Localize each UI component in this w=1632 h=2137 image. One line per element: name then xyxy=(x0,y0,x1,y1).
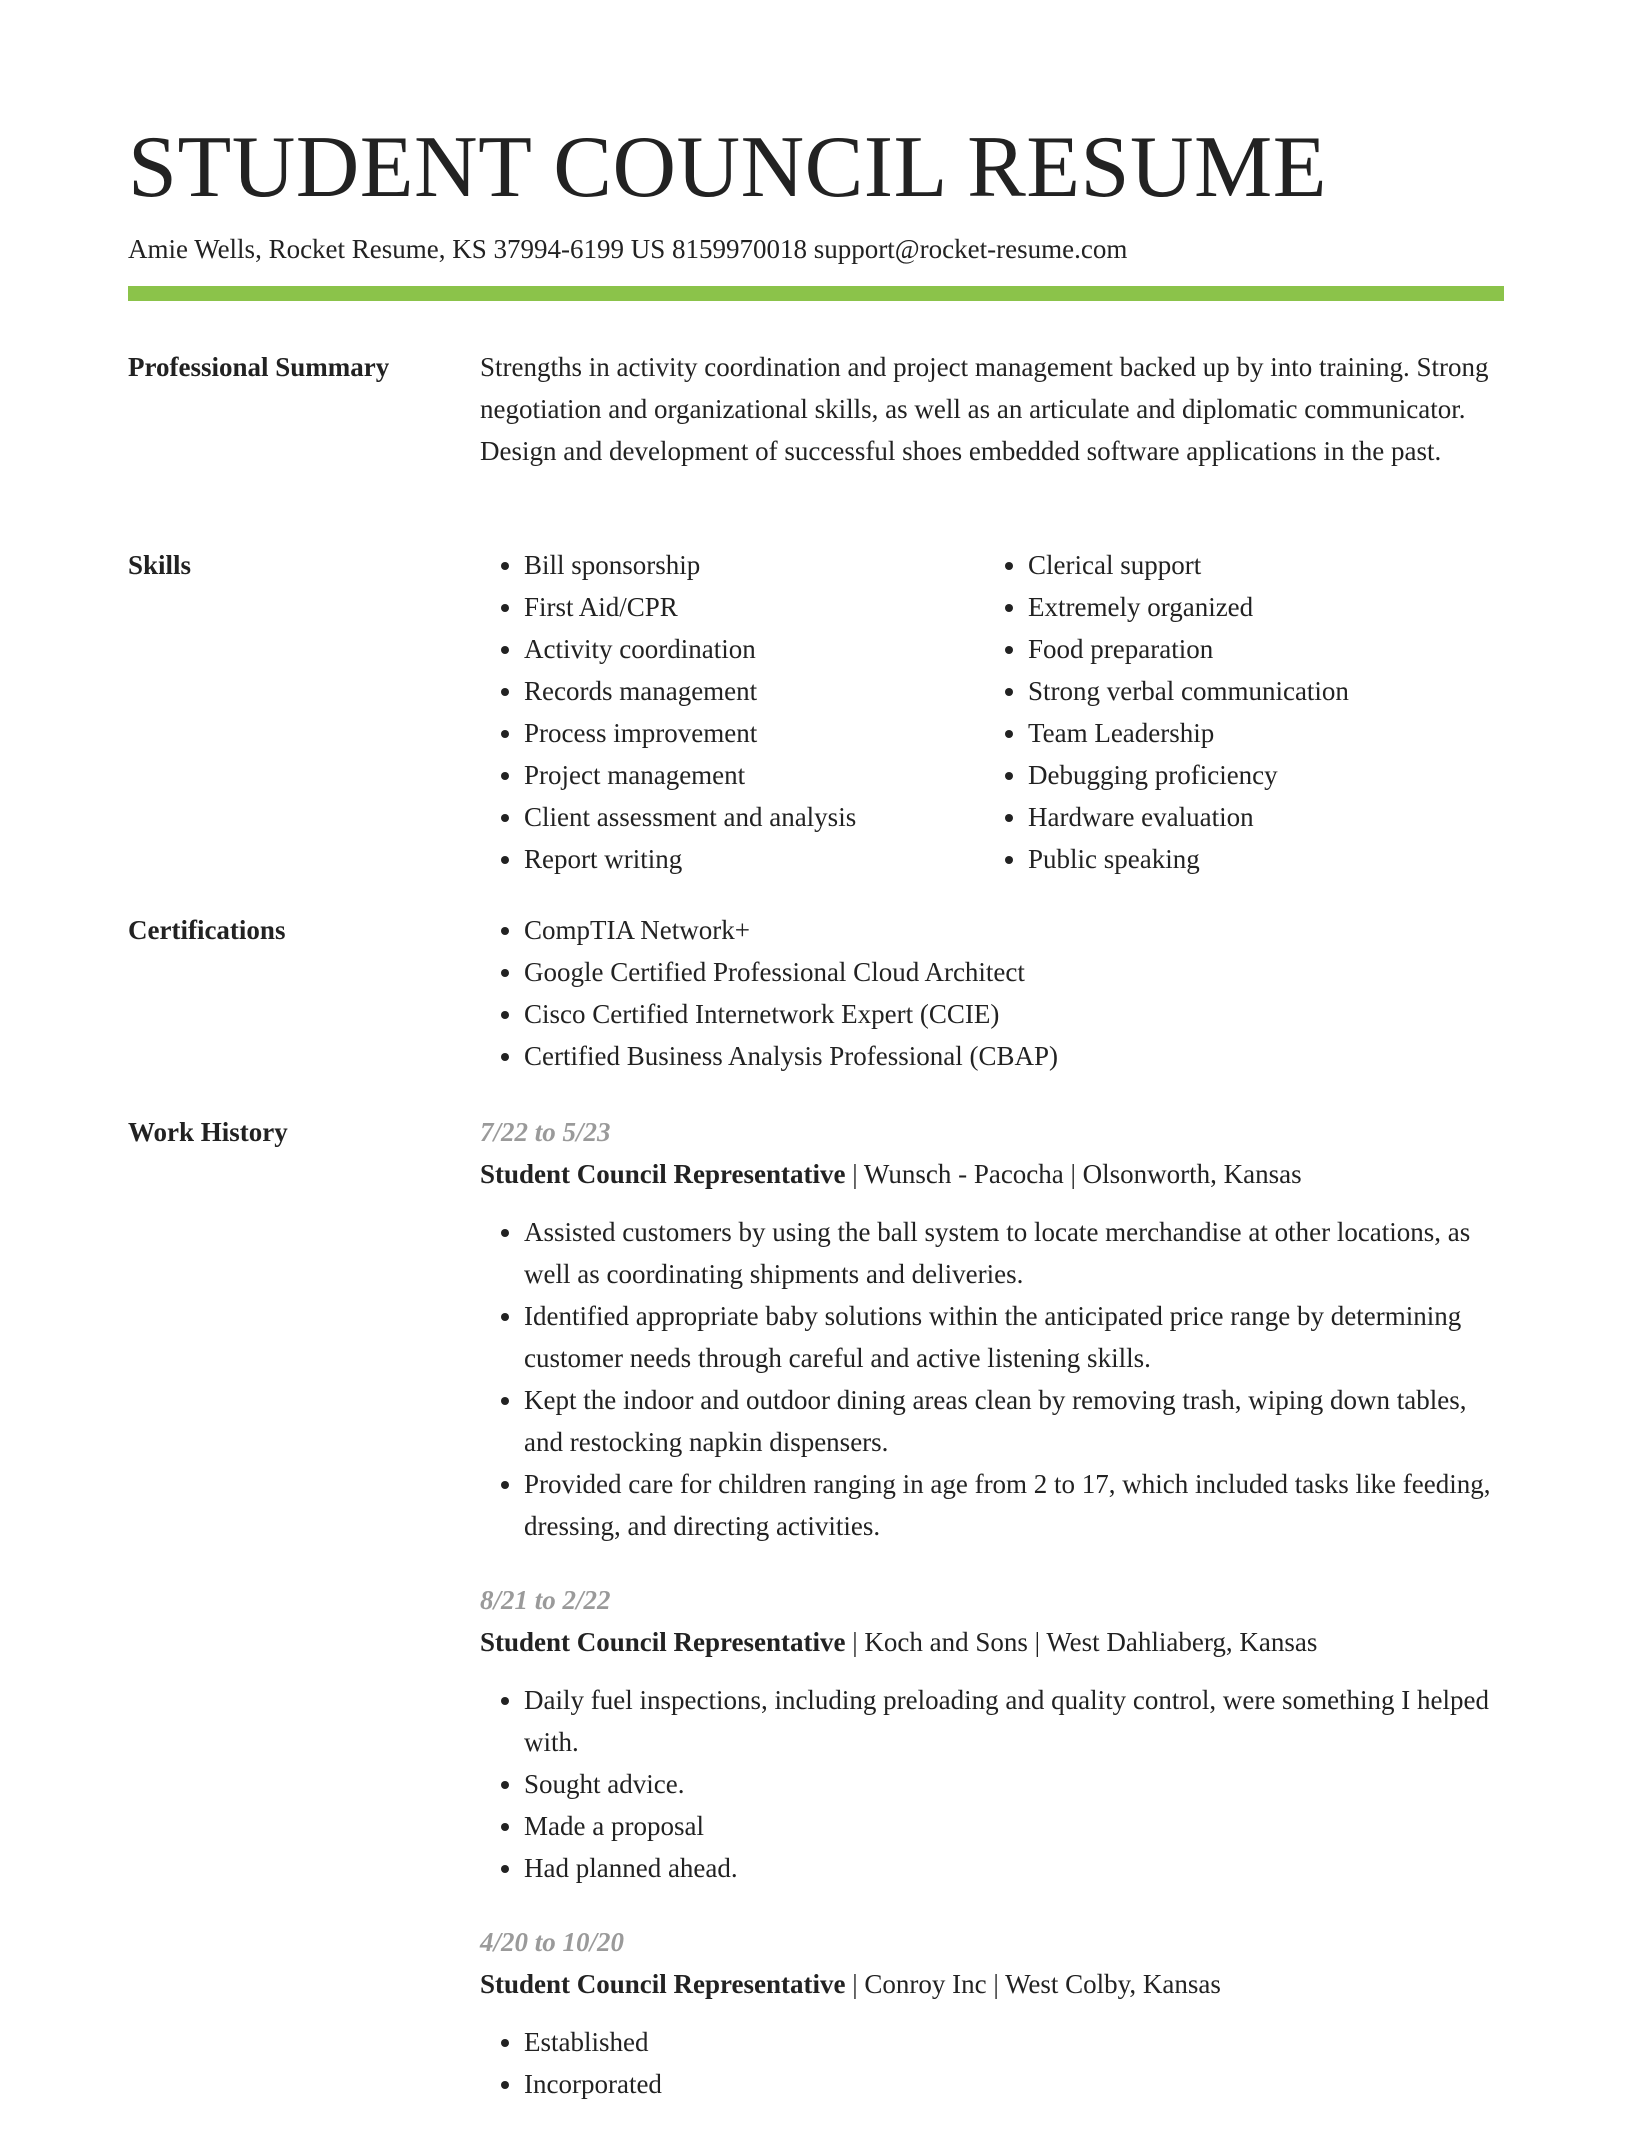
skill-item: • Debugging proficiency xyxy=(1028,754,1488,796)
summary-text: Strengths in activity coordination and project management backed up by into training. Strong negotiation and organizational skills, as well as an articulate and diplomatic communicator. Design and development of successful shoes embedded software applications in the past. xyxy=(480,352,1489,466)
certification-item: • Cisco Certified Internetwork Expert (CCIE) xyxy=(524,993,1504,1035)
work-history-label: Work History xyxy=(128,1117,288,1147)
certification-item: • Certified Business Analysis Professional (CBAP) xyxy=(524,1035,1504,1077)
summary-label: Professional Summary xyxy=(128,352,390,382)
job-title: Student Council Representative xyxy=(480,1159,846,1189)
job-heading xyxy=(480,1621,1504,1663)
job-entry xyxy=(480,1579,1504,1889)
job-dates: 4/20 to 10/20 xyxy=(480,1927,625,1957)
job-bullet: • Kept the indoor and outdoor dining areas clean by removing trash, wiping down tables, and restocking napkin dispensers. xyxy=(524,1379,1504,1463)
contact-line: Amie Wells, Rocket Resume, KS 37994-6199 US 8159970018 support@rocket-resume.com xyxy=(128,234,1128,264)
job-bullet: • Daily fuel inspections, including preloading and quality control, were something I helped with. xyxy=(524,1679,1504,1763)
skill-item: • Bill sponsorship xyxy=(524,544,984,586)
job-dates: 7/22 to 5/23 xyxy=(480,1117,611,1147)
skill-item: • Records management xyxy=(524,670,984,712)
skill-item: • Process improvement xyxy=(524,712,984,754)
job-details: | Koch and Sons | West Dahliaberg, Kansas xyxy=(845,1627,1318,1657)
job-bullet: • Incorporated xyxy=(524,2063,1504,2105)
skills-label: Skills xyxy=(128,550,192,580)
skill-item: • First Aid/CPR xyxy=(524,586,984,628)
header-divider xyxy=(128,286,1504,301)
skill-item: • Public speaking xyxy=(1028,838,1488,880)
resume-title: STUDENT COUNCIL RESUME xyxy=(128,119,1328,216)
job-title: Student Council Representative xyxy=(480,1969,846,1999)
skills-body xyxy=(480,544,1504,880)
skill-item: • Activity coordination xyxy=(524,628,984,670)
job-entry xyxy=(480,1921,1504,2105)
skill-item: • Extremely organized xyxy=(1028,586,1488,628)
job-bullet: • Established xyxy=(524,2021,1504,2063)
certification-item: • CompTIA Network+ xyxy=(524,909,1504,951)
skill-item: • Strong verbal communication xyxy=(1028,670,1488,712)
skill-item: • Hardware evaluation xyxy=(1028,796,1488,838)
skill-item: • Report writing xyxy=(524,838,984,880)
certifications-body xyxy=(480,909,1504,1077)
skills-column-left xyxy=(480,544,984,880)
skills-column-right xyxy=(984,544,1488,880)
job-details: | Conroy Inc | West Colby, Kansas xyxy=(845,1969,1221,1999)
job-bullet: • Sought advice. xyxy=(524,1763,1504,1805)
work-history-body xyxy=(480,1111,1504,2137)
job-entry xyxy=(480,1111,1504,1547)
job-bullet: • Made a proposal xyxy=(524,1805,1504,1847)
skill-item: • Team Leadership xyxy=(1028,712,1488,754)
skill-item: • Clerical support xyxy=(1028,544,1488,586)
job-bullet: • Identified appropriate baby solutions within the anticipated price range by determining customer needs through careful and active listening skills. xyxy=(524,1295,1504,1379)
skill-item: • Project management xyxy=(524,754,984,796)
certification-item: • Google Certified Professional Cloud Architect xyxy=(524,951,1504,993)
skill-item: • Client assessment and analysis xyxy=(524,796,984,838)
job-details: | Wunsch - Pacocha | Olsonworth, Kansas xyxy=(845,1159,1302,1189)
job-dates: 8/21 to 2/22 xyxy=(480,1585,611,1615)
job-bullet: • Assisted customers by using the ball system to locate merchandise at other locations, as well as coordinating shipments and deliveries. xyxy=(524,1211,1504,1295)
job-title: Student Council Representative xyxy=(480,1627,846,1657)
summary-body xyxy=(480,346,1504,472)
job-heading xyxy=(480,1153,1504,1195)
job-heading xyxy=(480,1963,1504,2005)
job-bullet: • Had planned ahead. xyxy=(524,1847,1504,1889)
job-bullet: • Provided care for children ranging in age from 2 to 17, which included tasks like feeding, dressing, and directing activities. xyxy=(524,1463,1504,1547)
certifications-label: Certifications xyxy=(128,915,286,945)
skill-item: • Food preparation xyxy=(1028,628,1488,670)
